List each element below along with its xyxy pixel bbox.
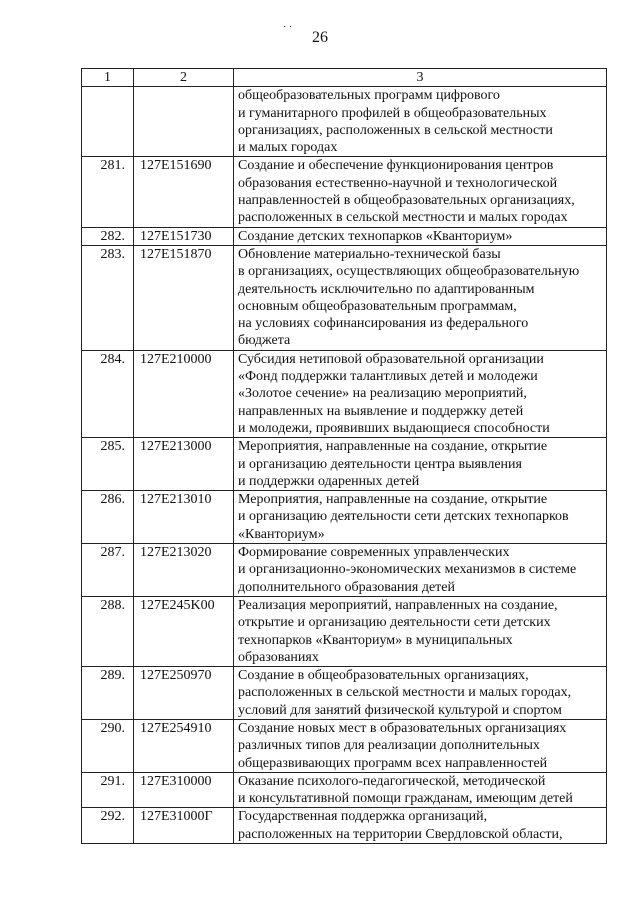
- expense-description: [234, 544, 607, 597]
- description-line: на условиях софинансирования из федерального: [238, 316, 529, 332]
- page-number: 26: [312, 29, 328, 46]
- description-line: условий для занятий физической культурой и спортом: [238, 702, 562, 718]
- description-line: Мероприятия, направленные на создание, открытие: [238, 492, 548, 508]
- table-body: [82, 87, 607, 844]
- scan-mark: · ·: [283, 22, 293, 33]
- description-line: образованиях: [238, 649, 319, 665]
- table-row: [82, 227, 607, 245]
- description-line: технопарков «Кванториум» в муниципальных: [238, 632, 513, 648]
- description-line: Создание в общеобразовательных организациях,: [238, 668, 529, 684]
- description-line: бюджета: [238, 333, 291, 349]
- description-line: образования естественно-научной и технологической: [238, 175, 558, 191]
- table-row: [82, 772, 607, 808]
- description-line: и консультативной помощи гражданам, имеющим детей: [238, 791, 573, 807]
- expense-description: [234, 87, 607, 157]
- description-line: и малых городах: [238, 140, 338, 156]
- table-row: [82, 808, 607, 844]
- row-number: 282.: [82, 227, 134, 245]
- row-number: 291.: [82, 772, 134, 808]
- description-line: Создание новых мест в образовательных организациях: [238, 720, 567, 736]
- budget-code: 127E213020: [134, 544, 234, 597]
- description-line: деятельность исключительно по адаптированным: [238, 281, 535, 297]
- row-number: 284.: [82, 350, 134, 437]
- description-line: расположенных в сельской местности и малых городах,: [238, 685, 572, 701]
- row-number: 283.: [82, 245, 134, 350]
- table-row: [82, 596, 607, 666]
- description-line: и поддержки одаренных детей: [238, 473, 420, 489]
- row-number: 281.: [82, 157, 134, 227]
- budget-classification-table: [81, 68, 607, 844]
- table-row: [82, 667, 607, 720]
- row-number: 289.: [82, 667, 134, 720]
- description-line: «Фонд поддержки талантливых детей и молодежи: [238, 369, 538, 385]
- description-line: Мероприятия, направленные на создание, открытие: [238, 439, 548, 455]
- budget-code: 127E245K00: [134, 596, 234, 666]
- table-row: [82, 245, 607, 350]
- description-line: Создание детских технопарков «Кванториум»: [238, 228, 513, 244]
- budget-code: 127E250970: [134, 667, 234, 720]
- row-number: 292.: [82, 808, 134, 844]
- expense-description: [234, 667, 607, 720]
- budget-code: 127E254910: [134, 719, 234, 772]
- description-line: Реализация мероприятий, направленных на создание,: [238, 597, 558, 613]
- table-header-row: [82, 69, 607, 87]
- budget-code: 127E213000: [134, 438, 234, 491]
- description-line: Формирование современных управленческих: [238, 545, 510, 561]
- description-line: Оказание психолого-педагогической, методической: [238, 773, 546, 789]
- description-line: общеразвивающих программ всех направленностей: [238, 755, 548, 771]
- budget-code: [134, 87, 234, 157]
- description-line: направленных на выявление и поддержку детей: [238, 403, 524, 419]
- description-line: Субсидия нетиповой образовательной организации: [238, 351, 544, 367]
- row-number: [82, 87, 134, 157]
- budget-code: 127E151730: [134, 227, 234, 245]
- expense-description: [234, 719, 607, 772]
- description-line: в организациях, осуществляющих общеобразовательную: [238, 264, 580, 280]
- expense-description: [234, 350, 607, 437]
- description-line: направленностей в общеобразовательных организациях,: [238, 193, 575, 209]
- expense-description: [234, 808, 607, 844]
- description-line: Создание и обеспечение функционирования центров: [238, 158, 554, 174]
- description-line: расположенных на территории Свердловской области,: [238, 826, 563, 842]
- description-line: основным общеобразовательным программам,: [238, 298, 517, 314]
- budget-code: 127E210000: [134, 350, 234, 437]
- description-line: и молодежи, проявивших выдающиеся способности: [238, 420, 550, 436]
- description-line: «Золотое сечение» на реализацию мероприятий,: [238, 386, 527, 402]
- description-line: Государственная поддержка организаций,: [238, 809, 488, 825]
- row-number: 288.: [82, 596, 134, 666]
- description-line: дополнительного образования детей: [238, 579, 455, 595]
- description-line: и организацию деятельности сети детских технопарков: [238, 509, 569, 525]
- table-row: [82, 719, 607, 772]
- table-row: [82, 157, 607, 227]
- expense-description: [234, 772, 607, 808]
- budget-code: 127E151690: [134, 157, 234, 227]
- header-col-2: 2: [134, 69, 234, 87]
- expense-description: [234, 438, 607, 491]
- expense-description: [234, 245, 607, 350]
- description-line: и организационно-экономических механизмов в системе: [238, 562, 577, 578]
- description-line: общеобразовательных программ цифрового: [238, 88, 500, 104]
- row-number: 290.: [82, 719, 134, 772]
- budget-code: 127E31000Г: [134, 808, 234, 844]
- description-line: различных типов для реализации дополнительных: [238, 738, 540, 754]
- description-line: расположенных в сельской местности и малых городах: [238, 210, 568, 226]
- table-row: [82, 491, 607, 544]
- description-line: «Кванториум»: [238, 526, 325, 542]
- expense-description: [234, 227, 607, 245]
- budget-code: 127E213010: [134, 491, 234, 544]
- row-number: 287.: [82, 544, 134, 597]
- description-line: и организацию деятельности центра выявления: [238, 456, 522, 472]
- budget-code: 127E310000: [134, 772, 234, 808]
- budget-code: 127E151870: [134, 245, 234, 350]
- table-row: [82, 350, 607, 437]
- table-row: [82, 544, 607, 597]
- header-col-1: 1: [82, 69, 134, 87]
- expense-description: [234, 491, 607, 544]
- row-number: 285.: [82, 438, 134, 491]
- expense-description: [234, 596, 607, 666]
- description-line: организациях, расположенных в сельской местности: [238, 122, 553, 138]
- description-line: Обновление материально-технической базы: [238, 246, 501, 262]
- description-line: открытие и организацию деятельности сети детских: [238, 615, 551, 631]
- row-number: 286.: [82, 491, 134, 544]
- table-row: [82, 87, 607, 157]
- expense-description: [234, 157, 607, 227]
- table-row: [82, 438, 607, 491]
- header-col-3: 3: [234, 69, 607, 87]
- description-line: и гуманитарного профилей в общеобразовательных: [238, 105, 547, 121]
